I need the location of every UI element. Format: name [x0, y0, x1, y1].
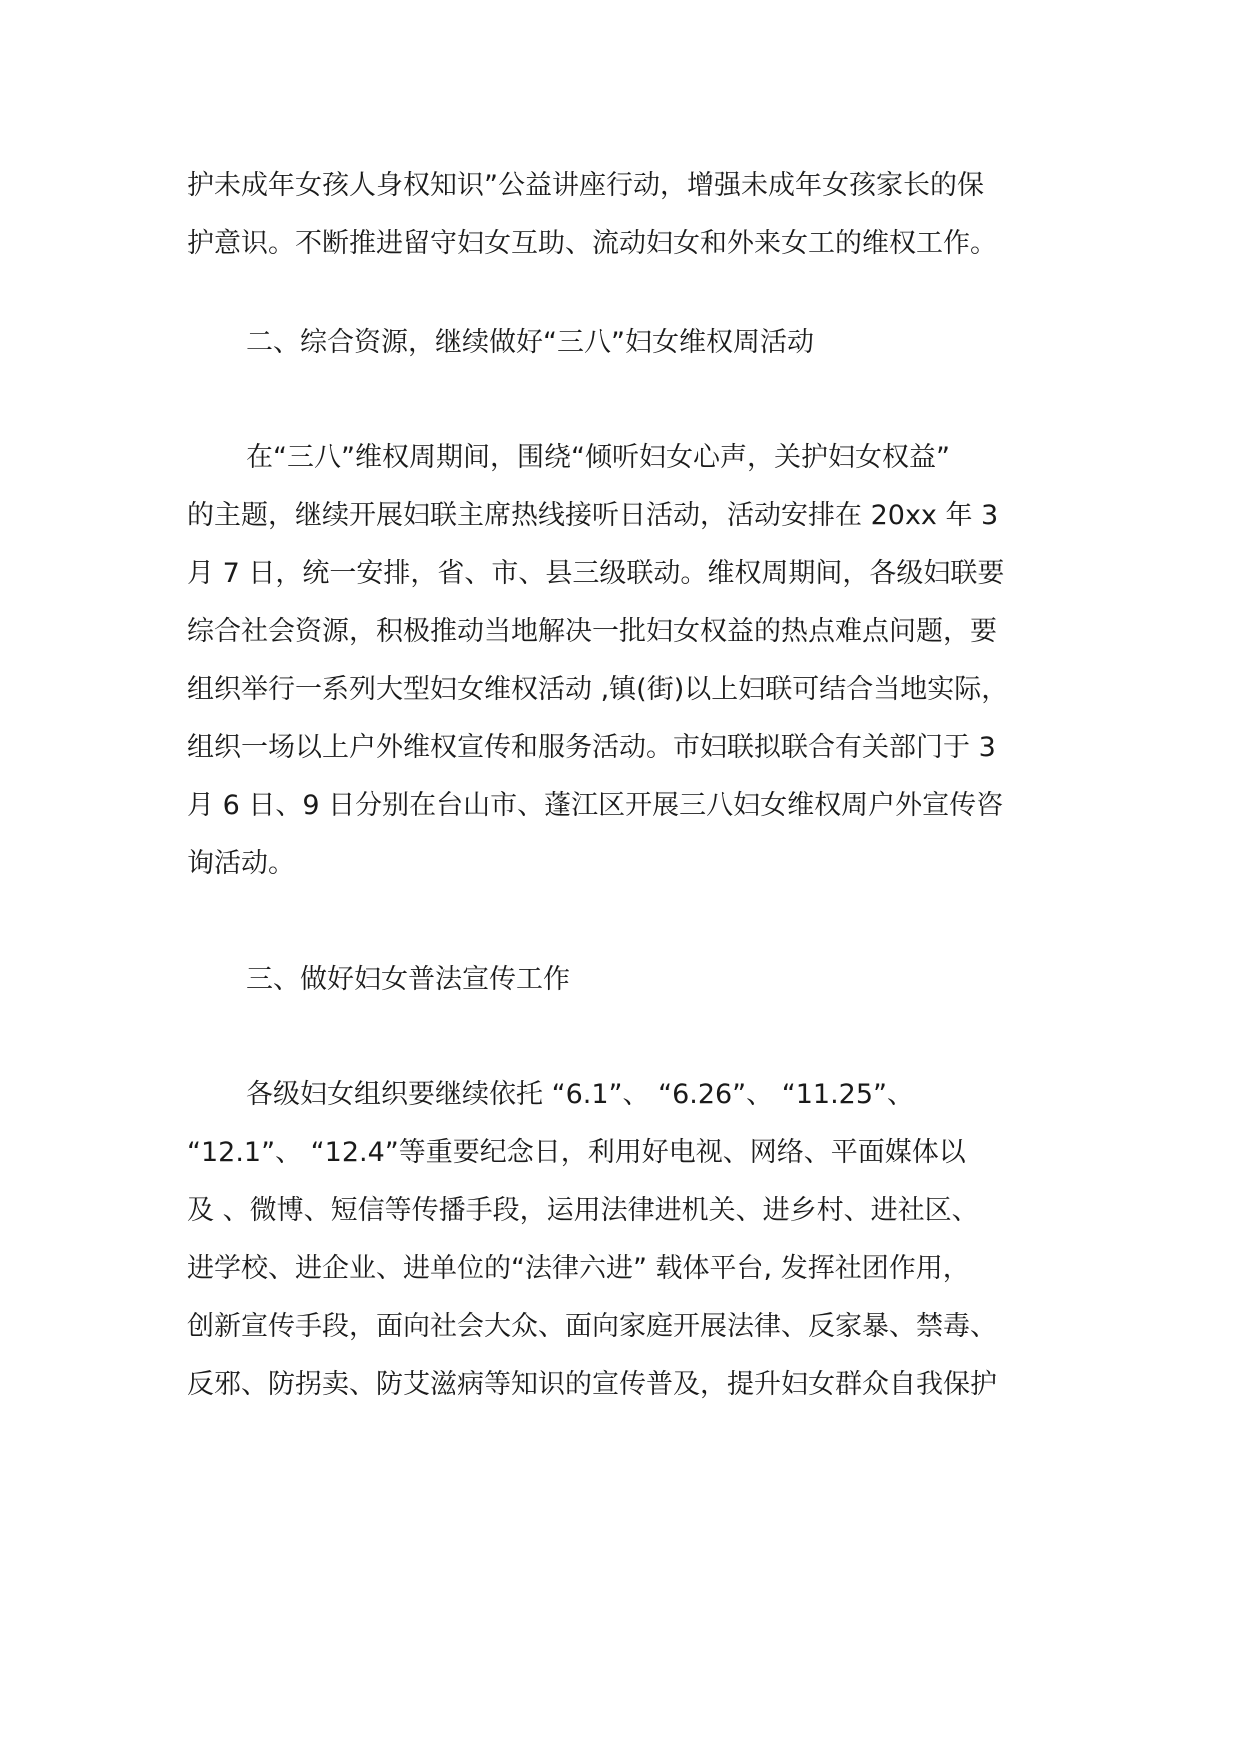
paragraph-line: 护未成年女孩人身权知识”公益讲座行动，增强未成年女孩家长的保 — [187, 170, 984, 201]
paragraph-line: 在“三八”维权周期间，围绕“倾听妇女心声，关护妇女权益” — [246, 442, 950, 473]
paragraph-line: 各级妇女组织要继续依托 “6.1”、 “6.26”、 “11.25”、 — [246, 1079, 915, 1110]
paragraph-line: 综合社会资源，积极推动当地解决一批妇女权益的热点难点问题，要 — [187, 616, 997, 647]
paragraph-line: 创新宣传手段，面向社会大众、面向家庭开展法律、反家暴、禁毒、 — [187, 1311, 997, 1342]
paragraph-line: 反邪、防拐卖、防艾滋病等知识的宣传普及，提升妇女群众自我保护 — [187, 1369, 997, 1400]
paragraph-line: 询活动。 — [187, 848, 295, 879]
paragraph-line: 月 6 日、9 日分别在台山市、蓬江区开展三八妇女维权周户外宣传咨 — [187, 790, 1004, 821]
paragraph-line: “12.1”、 “12.4”等重要纪念日，利用好电视、网络、平面媒体以 — [187, 1137, 966, 1168]
paragraph-line: 进学校、进企业、进单位的“法律六进” 载体平台, 发挥社团作用， — [187, 1253, 970, 1284]
paragraph-line: 月 7 日，统一安排，省、市、县三级联动。维权周期间，各级妇联要 — [187, 558, 1005, 589]
paragraph-line: 的主题，继续开展妇联主席热线接听日活动，活动安排在 20xx 年 3 — [187, 500, 999, 531]
section-heading: 三、做好妇女普法宣传工作 — [246, 964, 570, 995]
section-heading: 二、综合资源，继续做好“三八”妇女维权周活动 — [246, 327, 814, 358]
paragraph-line: 组织举行一系列大型妇女维权活动 ,镇(街)以上妇联可结合当地实际， — [187, 674, 1009, 705]
paragraph-line: 护意识。不断推进留守妇女互助、流动妇女和外来女工的维权工作。 — [187, 228, 997, 259]
paragraph-line: 组织一场以上户外维权宣传和服务活动。市妇联拟联合有关部门于 3 — [187, 732, 996, 763]
paragraph-line: 及 、微博、短信等传播手段，运用法律进机关、进乡村、进社区、 — [187, 1195, 979, 1226]
